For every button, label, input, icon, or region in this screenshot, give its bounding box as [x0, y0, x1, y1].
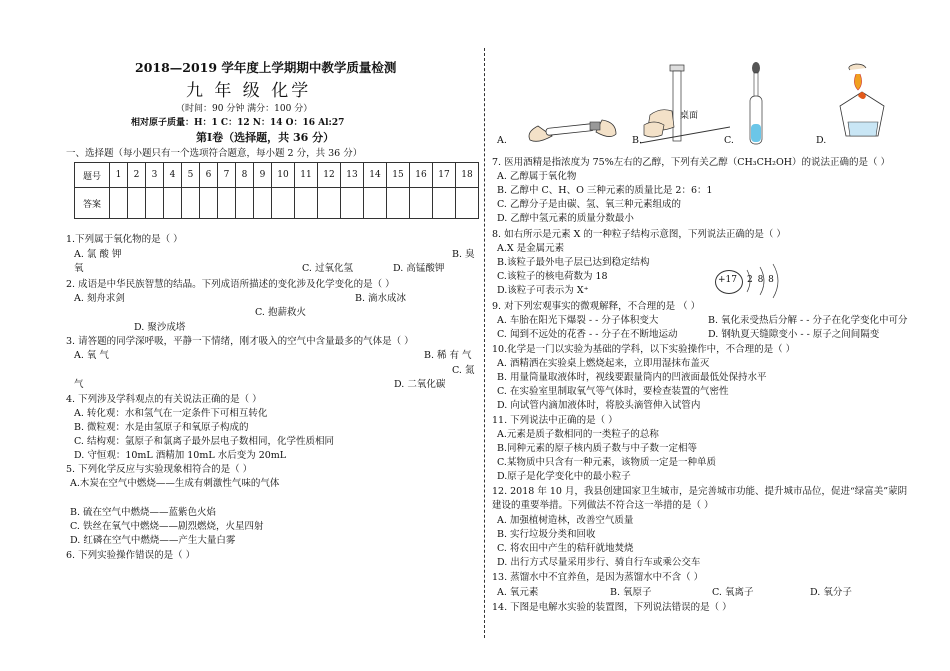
q2-option-a: A. 刻舟求剑	[74, 293, 125, 304]
column-divider	[484, 48, 485, 638]
q12-option-c: C. 将农田中产生的秸秆就地焚烧	[497, 543, 634, 554]
q5-option-b: B. 硫在空气中燃烧——蓝紫色火焰	[70, 507, 217, 518]
q3-option-b: B. 稀 有 气	[424, 350, 472, 361]
figure-label-a: A.	[497, 135, 507, 146]
answer-cell[interactable]	[341, 188, 364, 219]
q11-option-c: C.某物质中只含有一种元素，该物质一定是一种单质	[497, 457, 716, 468]
answer-cell[interactable]	[254, 188, 272, 219]
nucleus-charge: +17	[718, 275, 737, 285]
qnum: 7	[218, 163, 236, 188]
q12-option-d: D. 出行方式尽量采用步行、骑自行车或乘公交车	[497, 557, 701, 568]
time-score: （时间：90 分钟 满分：100 分）	[176, 104, 313, 114]
q2-option-d: D. 聚沙成塔	[134, 322, 186, 333]
answer-cell[interactable]	[218, 188, 236, 219]
q1-option-b-wrap: 氧	[74, 263, 84, 274]
q8-option-d: D.该粒子可表示为 X⁺	[497, 285, 589, 296]
q1-option-d: D. 高锰酸钾	[393, 263, 445, 274]
q13-option-d: D. 氧分子	[810, 587, 852, 598]
question-14: 14. 下图是电解水实验的装置图，下列说法错误的是（ ）	[492, 602, 732, 613]
q3-option-c: C. 氮	[452, 365, 475, 376]
question-10: 10.化学是一门以实验为基础的学科，以下实验操作中，不合理的是（ ）	[492, 344, 796, 355]
q7-option-d: D. 乙醇中氢元素的质量分数最小	[497, 213, 634, 224]
figure-label-d: D.	[816, 135, 827, 146]
q4-option-d: D. 守恒观：10mL 酒精加 10mL 水后变为 20mL	[74, 450, 287, 461]
answer-cell[interactable]	[295, 188, 318, 219]
answer-cell[interactable]	[146, 188, 164, 219]
qnum: 16	[410, 163, 433, 188]
q12-option-b: B. 实行垃圾分类和回收	[497, 529, 596, 540]
question-3: 3. 请答题的同学深呼吸，平静一下情绪，刚才吸入的空气中含量最多的气体是（ ）	[66, 336, 414, 347]
q8-option-b: B.该粒子最外电子层已达到稳定结构	[497, 257, 650, 268]
answer-cell[interactable]	[128, 188, 146, 219]
row-label-number: 题号	[75, 163, 110, 188]
qnum: 11	[295, 163, 318, 188]
qnum: 2	[128, 163, 146, 188]
question-6: 6. 下列实验操作错误的是（ ）	[66, 550, 196, 561]
question-5: 5. 下列化学反应与实验现象相符合的是（ ）	[66, 464, 253, 475]
question-8: 8. 如右所示是元素 X 的一种粒子结构示意图，下列说法正确的是（ ）	[492, 229, 786, 240]
q4-option-a: A. 转化观：水和氢气在一定条件下可相互转化	[74, 408, 268, 419]
q5-option-d: D. 红磷在空气中燃烧——产生大量白雾	[70, 535, 236, 546]
q1-option-c: C. 过氧化氢	[302, 263, 353, 274]
q10-option-c: C. 在实验室里制取氧气等气体时，要检查装置的气密性	[497, 386, 729, 397]
qnum: 3	[146, 163, 164, 188]
q3-option-d: D. 二氧化碳	[394, 379, 446, 390]
question-12-line1: 12. 2018 年 10 月，我县创建国家卫生城市，是完善城市功能、提升城市品位，促进“绿富美”蒙阴	[492, 486, 908, 497]
answer-cell[interactable]	[272, 188, 295, 219]
figure-d-alcohol-lamp	[830, 60, 900, 150]
figure-a-test-tube-stopper	[518, 60, 628, 150]
question-4: 4. 下列涉及学科观点的有关说法正确的是（ ）	[66, 394, 262, 405]
row-label-answer: 答案	[75, 188, 110, 219]
q12-option-a: A. 加强植树造林，改善空气质量	[497, 515, 634, 526]
atom-structure-diagram	[715, 262, 785, 300]
question-13: 13. 蒸馏水中不宜养鱼，是因为蒸馏水中不含（ ）	[492, 572, 704, 583]
atomic-mass: 相对原子质量：H：1 C：12 N：14 O：16 Al:27	[131, 118, 345, 128]
question-9: 9. 对下列宏观事实的微观解释，不合理的是 （ ）	[492, 301, 701, 312]
q5-option-c: C. 铁丝在氧气中燃烧——剧烈燃烧，火星四射	[70, 521, 264, 532]
q7-option-a: A. 乙醇属于氧化物	[497, 171, 577, 182]
question-2: 2. 成语是中华民族智慧的结晶。下列成语所描述的变化涉及化学变化的是（ ）	[66, 279, 395, 290]
q13-option-c: C. 氧离子	[712, 587, 754, 598]
q9-option-d: D. 钢轨夏天缝隙变小 - - 原子之间间隔变	[708, 329, 880, 340]
q13-option-a: A. 氧元素	[497, 587, 539, 598]
q10-option-d: D. 向试管内滴加液体时，将胶头滴管伸入试管内	[497, 400, 701, 411]
q3-option-a-wrap: 气	[74, 379, 84, 390]
electron-counts: 2 8 8	[747, 275, 774, 285]
figure-b-tube-on-desk	[640, 55, 730, 150]
qnum: 8	[236, 163, 254, 188]
answer-cell[interactable]	[364, 188, 387, 219]
grade-subject: 九 年 级 化学	[186, 81, 312, 101]
exam-title: 2018—2019 学年度上学期期中教学质量检测	[135, 60, 397, 75]
q2-option-c: C. 抱薪救火	[255, 307, 306, 318]
qnum: 17	[433, 163, 456, 188]
figure-b-desk-label: 桌面	[680, 111, 699, 121]
q7-option-b: B. 乙醇中 C、H、O 三种元素的质量比是 2：6：1	[497, 185, 713, 196]
question-11: 11. 下列说法中正确的是（ ）	[492, 415, 618, 426]
answer-cell[interactable]	[236, 188, 254, 219]
figure-label-b: B.	[632, 135, 643, 146]
answer-cell[interactable]	[110, 188, 128, 219]
answer-cell[interactable]	[433, 188, 456, 219]
figure-label-c: C.	[724, 135, 734, 146]
question-12-line2: 建设的重要举措。下列做法不符合这一举措的是（ ）	[492, 500, 714, 511]
answer-cell[interactable]	[182, 188, 200, 219]
answer-cell[interactable]	[410, 188, 433, 219]
answer-cell[interactable]	[318, 188, 341, 219]
qnum: 13	[341, 163, 364, 188]
qnum: 15	[387, 163, 410, 188]
q1-option-b: B. 臭	[452, 249, 475, 260]
q10-option-b: B. 用量筒量取液体时，视线要跟量筒内的凹液面最低处保持水平	[497, 372, 767, 383]
q9-option-a: A. 车胎在阳光下爆裂 - - 分子体积变大	[497, 315, 659, 326]
answer-cell[interactable]	[387, 188, 410, 219]
answer-table	[74, 162, 479, 219]
qnum: 1	[110, 163, 128, 188]
qnum: 12	[318, 163, 341, 188]
section-title: 第Ⅰ卷（选择题，共 36 分）	[196, 131, 335, 144]
q9-option-c: C. 闻到不远处的花香 - - 分子在不断地运动	[497, 329, 678, 340]
q10-option-a: A. 酒精洒在实验桌上燃烧起来，立即用湿抹布盖灭	[497, 358, 710, 369]
qnum: 14	[364, 163, 387, 188]
q4-option-c: C. 结构观：氩原子和氯离子最外层电子数相同，化学性质相同	[74, 436, 334, 447]
answer-cell[interactable]	[164, 188, 182, 219]
q9-option-b: B. 氧化汞受热后分解 - - 分子在化学变化中可分	[708, 315, 908, 326]
section-intro: 一、选择题（每小题只有一个选项符合题意，每小题 2 分，共 36 分）	[66, 148, 363, 159]
qnum: 4	[164, 163, 182, 188]
qnum: 10	[272, 163, 295, 188]
q8-option-a: A.X 是金属元素	[497, 243, 565, 254]
figure-c-dropper-tube	[742, 58, 782, 148]
q11-option-b: B.同种元素的原子核内质子数与中子数一定相等	[497, 443, 698, 454]
answer-cell[interactable]	[456, 188, 479, 219]
q11-option-a: A.元素是质子数相同的一类粒子的总称	[497, 429, 659, 440]
q13-option-b: B. 氧原子	[610, 587, 652, 598]
qnum: 6	[200, 163, 218, 188]
q1-option-a: A. 氯 酸 钾	[74, 249, 122, 260]
qnum: 18	[456, 163, 479, 188]
answer-cell[interactable]	[200, 188, 218, 219]
question-1: 1.下列属于氧化物的是（ ）	[66, 234, 183, 245]
q3-option-a: A. 氧 气	[74, 350, 109, 361]
answer-table-number-row	[75, 163, 479, 188]
q7-option-c: C. 乙醇分子是由碳、氢、氧三种元素组成的	[497, 199, 681, 210]
q11-option-d: D.原子是化学变化中的最小粒子	[497, 471, 631, 482]
question-7: 7. 医用酒精是指浓度为 75%左右的乙醇，下列有关乙醇（CH₃CH₂OH）的说法正确的是（ ）	[492, 157, 891, 168]
qnum: 5	[182, 163, 200, 188]
q4-option-b: B. 微粒观：水是由氢原子和氧原子构成的	[74, 422, 249, 433]
q2-option-b: B. 滴水成冰	[355, 293, 407, 304]
answer-table-answer-row	[75, 188, 479, 219]
q8-option-c: C.该粒子的核电荷数为 18	[497, 271, 608, 282]
q5-option-a: A.木炭在空气中燃烧——生成有刺激性气味的气体	[70, 478, 280, 489]
qnum: 9	[254, 163, 272, 188]
